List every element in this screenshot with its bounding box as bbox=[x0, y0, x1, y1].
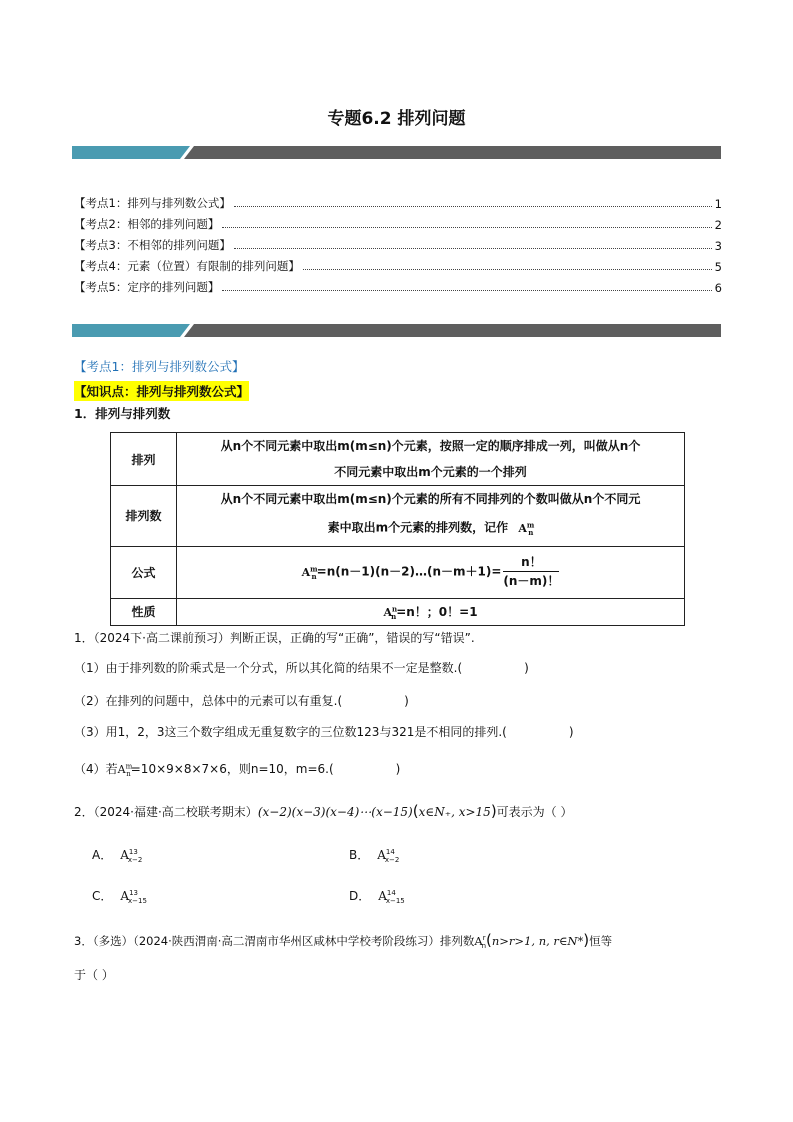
definition-table bbox=[110, 432, 685, 626]
table-of-contents bbox=[74, 190, 722, 295]
option-b[interactable]: B． $A^{14}_{x-2}$ bbox=[349, 848, 400, 865]
question-3-line-2: 于（ ） bbox=[74, 968, 114, 982]
formula: $A^m_n=n(n-1)(n-2)\dots(n-m+1)=$ $\frac{n!}{(n-m)!}$ bbox=[177, 546, 685, 598]
question-1-item-2: （2）在排列的问题中，总体中的元素可以有重复.( ) bbox=[74, 694, 409, 708]
row-key: 公式 bbox=[111, 546, 177, 598]
question-2-stem: 2．（2024·福建·高二校联考期末）(x−2)(x−3)(x−4)⋯(x−15)(x∈N₊, x>15)可表示为（ ） bbox=[74, 802, 573, 820]
question-1-stem: 1．（2024下·高二课前预习）判断正误，正确的写“正确”，错误的写“错误”. bbox=[74, 631, 475, 645]
table-row bbox=[111, 598, 685, 625]
row-value: $A^n_n=n$！；0！=1 bbox=[177, 598, 685, 625]
toc-entry[interactable]: 【考点4：元素（位置）有限制的排列问题】 5 bbox=[74, 259, 722, 274]
toc-entry[interactable]: 【考点5：定序的排列问题】 6 bbox=[74, 280, 722, 295]
row-value: 从n个不同元素中取出m(m≤n)个元素，按照一定的顺序排成一列，叫做从n个 不同元素中取出m个元素的一个排列 bbox=[177, 433, 685, 486]
row-key: 排列 bbox=[111, 433, 177, 486]
title-banner bbox=[72, 146, 721, 159]
option-d[interactable]: D． $A^{14}_{x-15}$ bbox=[349, 889, 405, 906]
table-row bbox=[111, 486, 685, 547]
question-1-item-4: （4）若$A^m_n=10\times 9\times 8\times 7\times 6$，则n=10，m=6.( ) bbox=[74, 762, 401, 779]
section-heading: 【考点1：排列与排列数公式】 bbox=[74, 359, 245, 374]
toc-entry[interactable]: 【考点1：排列与排列数公式】 1 bbox=[74, 196, 722, 211]
option-c[interactable]: C． $A^{13}_{x-15}$ bbox=[92, 889, 147, 906]
question-3-stem: 3．（多选）（2024·陕西渭南·高二渭南市华州区咸林中学校考阶段练习）排列数$A^r_n(n>r>1$, n, r∈N*)恒等 bbox=[74, 931, 613, 951]
section-banner bbox=[72, 324, 721, 337]
question-1-item-1: （1）由于排列数的阶乘式是一个分式，所以其化简的结果不一定是整数.( ) bbox=[74, 661, 529, 675]
row-key: 排列数 bbox=[111, 486, 177, 547]
option-a[interactable]: A． $A^{13}_{x-2}$ bbox=[92, 848, 143, 865]
subheading: 1．排列与排列数 bbox=[74, 406, 171, 421]
table-row bbox=[111, 546, 685, 598]
toc-entry[interactable]: 【考点3：不相邻的排列问题】 3 bbox=[74, 238, 722, 253]
knowledge-tag: 【知识点：排列与排列数公式】 bbox=[74, 381, 249, 401]
page-title: 专题6.2 排列问题 bbox=[327, 109, 466, 129]
question-1-item-3: （3）用1，2，3这三个数字组成无重复数字的三位数123与321是不相同的排列.( ) bbox=[74, 725, 574, 739]
table-row bbox=[111, 433, 685, 486]
row-value: 从n个不同元素中取出m(m≤n)个元素的所有不同排列的个数叫做从n个不同元 素中取出m个元素的排列数，记作 $A^m_n$ bbox=[177, 486, 685, 547]
row-key: 性质 bbox=[111, 598, 177, 625]
toc-entry[interactable]: 【考点2：相邻的排列问题】 2 bbox=[74, 217, 722, 232]
